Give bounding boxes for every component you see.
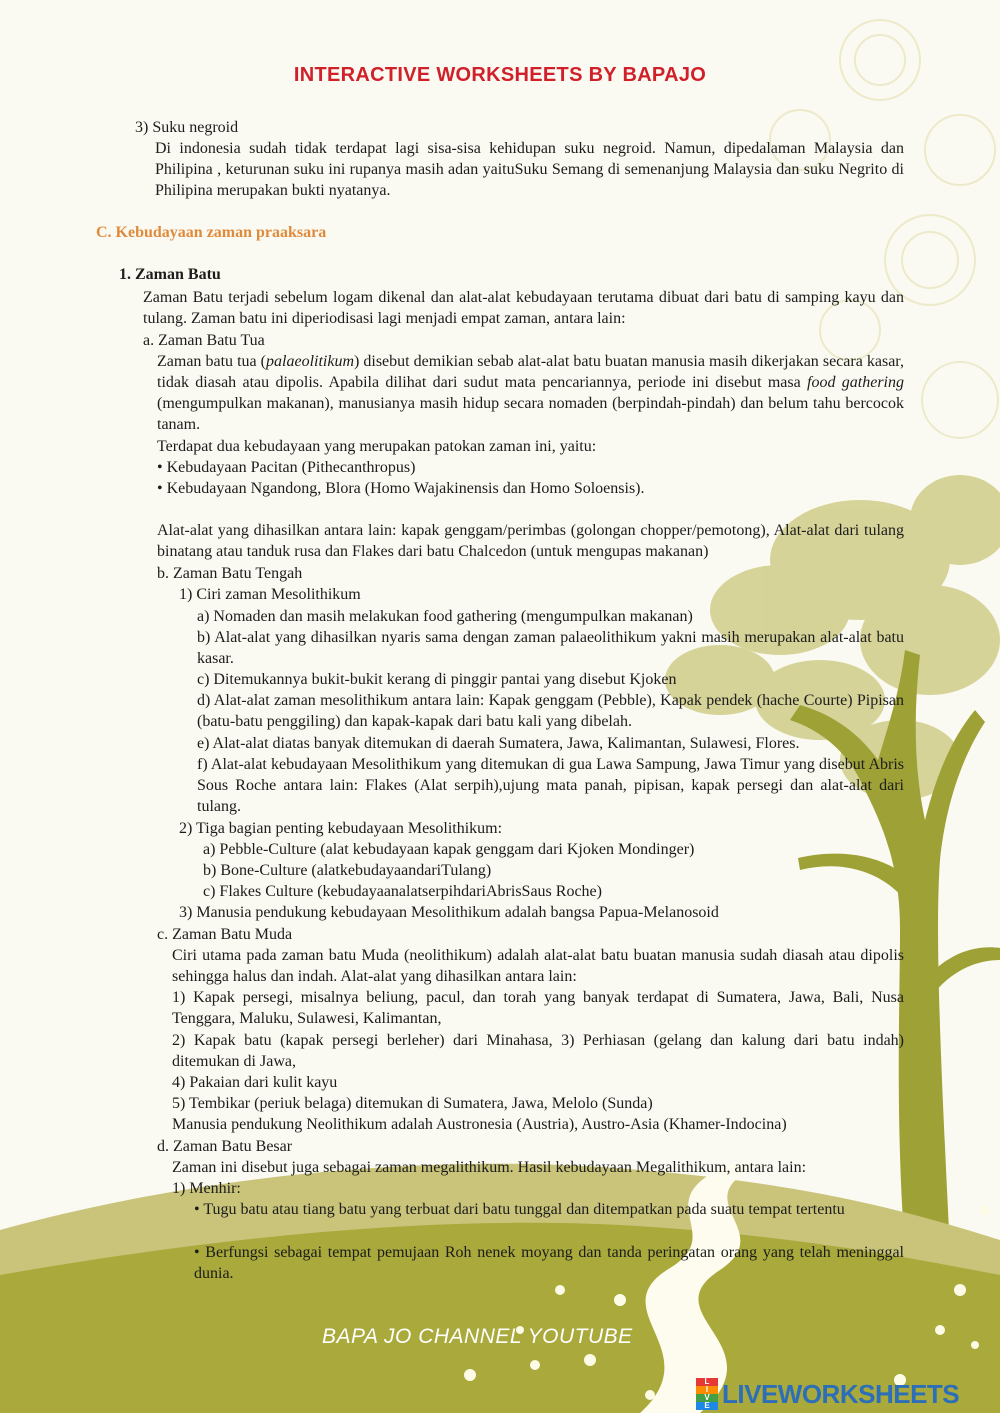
list-item: 1) Kapak persegi, misalnya beliung, pacul, dan torah yang banyak terdapat di Sumatera, Jawa, Bali, Nusa Tenggara, Maluku, Sulawesi, Kalimantan, <box>172 989 904 1027</box>
list-item: • Kebudayaan Ngandong, Blora (Homo Wajakinensis dan Homo Soloensis). <box>157 480 645 497</box>
liveworksheets-logo[interactable] <box>696 1377 959 1411</box>
suku-negroid-heading: 3) Suku negroid <box>135 119 239 136</box>
list-item: f) Alat-alat kebudayaan Mesolithikum yang ditemukan di gua Lawa Sampung, Jawa Timur yang disebut Abris Sous Roche antara lain: Flakes (Alat serpih),ujung mata panah, pipisan, kapak persegi dan alat-alat dari tulang. <box>197 756 904 815</box>
channel-footer: BAPA JO CHANNEL YOUTUBE <box>322 1325 633 1348</box>
alat-alat-paragraph: Alat-alat yang dihasilkan antara lain: kapak genggam/perimbas (golongan chopper/pemotong), Alat-alat dari tulang binatang atau tanduk rusa dan Flakes dari batu Chalcedon (untuk mengupas makanan) <box>157 522 904 560</box>
zaman-batu-muda-heading: c. Zaman Batu Muda <box>157 926 293 943</box>
zaman-batu-besar-paragraph: Zaman ini disebut juga sebagai zaman megalithikum. Hasil kebudayaan Megalithikum, antara lain: <box>172 1159 807 1176</box>
list-item: e) Alat-alat diatas banyak ditemukan di daerah Sumatera, Jawa, Kalimantan, Sulawesi, Flores. <box>197 735 800 752</box>
logo-text: LIVEWORKSHEETS <box>722 1378 960 1409</box>
suku-negroid-paragraph: Di indonesia sudah tidak terdapat lagi sisa-sisa kehidupan suku negroid. Namun, dipedalaman Malaysia dan Philipina , keturunan suku ini rupanya masih adan yaituSuku Semang di semenanjung Malaysia dan suku Negrito di Philipina merupakan bukti nyatanya. <box>155 140 904 199</box>
zaman-batu-tua-heading: a. Zaman Batu Tua <box>143 332 265 349</box>
list-item: c) Flakes Culture (kebudayaanalatserpihdariAbrisSaus Roche) <box>203 883 602 900</box>
list-item: b) Alat-alat yang dihasilkan nyaris sama dengan zaman palaeolithikum yakni masih merupakan alat-alat batu kasar. <box>197 629 904 667</box>
manusia-pendukung-mesolithikum: 3) Manusia pendukung kebudayaan Mesolithikum adalah bangsa Papua-Melanosoid <box>179 904 719 921</box>
list-item: 2) Kapak batu (kapak persegi berleher) dari Minahasa, 3) Perhiasan (gelang dan kalung dari batu indah) ditemukan di Jawa, <box>172 1032 904 1070</box>
list-item: a) Pebble-Culture (alat kebudayaan kapak genggam dari Kjoken Mondinger) <box>203 841 695 858</box>
section-heading: C. Kebudayaan zaman praaksara <box>96 224 327 241</box>
list-item: 4) Pakaian dari kulit kayu <box>172 1074 338 1091</box>
zaman-batu-tengah-heading: b. Zaman Batu Tengah <box>157 565 303 582</box>
list-item: c) Ditemukannya bukit-bukit kerang di pinggir pantai yang disebut Kjoken <box>197 671 677 688</box>
logo-mark-icon: L I V E <box>696 1378 718 1410</box>
list-item: • Tugu batu atau tiang batu yang terbuat dari batu tunggal dan ditempatkan pada suatu tempat tertentu <box>194 1201 845 1218</box>
patokan-text: Terdapat dua kebudayaan yang merupakan patokan zaman ini, yaitu: <box>157 438 597 455</box>
ciri-mesolithikum-heading: 1) Ciri zaman Mesolithikum <box>179 586 361 603</box>
zaman-batu-intro: Zaman Batu terjadi sebelum logam dikenal dan alat-alat kebudayaan terutama dibuat dari batu di samping kayu dan tulang. Zaman batu ini diperiodisasi lagi menjadi empat zaman, antara lain: <box>143 289 904 327</box>
zaman-batu-besar-heading: d. Zaman Batu Besar <box>157 1138 293 1155</box>
list-item: 5) Tembikar (periuk belaga) ditemukan di Sumatera, Jawa, Melolo (Sunda) <box>172 1095 653 1112</box>
menhir-heading: 1) Menhir: <box>172 1180 241 1197</box>
worksheet-title: INTERACTIVE WORKSHEETS BY BAPAJO <box>293 64 707 86</box>
manusia-pendukung-neolithikum: Manusia pendukung Neolithikum adalah Austronesia (Austria), Austro-Asia (Khamer-Indocina) <box>172 1116 787 1133</box>
list-item: d) Alat-alat zaman mesolithikum antara lain: Kapak genggam (Pebble), Kapak pendek (hache Courte) Pipisan (batu-batu penggiling) dan kapak-kapak dari batu kali yang dibelah. <box>197 692 904 730</box>
list-item: • Berfungsi sebagai tempat pemujaan Roh nenek moyang dan tanda peringatan orang yang telah meninggal dunia. <box>194 1244 904 1282</box>
zaman-batu-tua-paragraph: Zaman batu tua (palaeolitikum) disebut demikian sebab alat-alat batu buatan manusia masih dikerjakan secara kasar, tidak diasah atau dipolis. Apabila dilihat dari sudut mata pencariannya, periode ini disebut masa food gathering (mengumpulkan makanan), manusianya masih hidup secara nomaden (berpindah-pindah) dan belum tahu bercocok tanam. <box>157 353 904 433</box>
list-item: a) Nomaden dan masih melakukan food gathering (mengumpulkan makanan) <box>197 608 693 625</box>
zaman-batu-muda-paragraph: Ciri utama pada zaman batu Muda (neolithikum) adalah alat-alat batu buatan manusia sudah diasah atau dipolis sehingga halus dan indah. Alat-alat yang dihasilkan antara lain: <box>172 947 904 985</box>
list-item: b) Bone-Culture (alatkebudayaandariTulang) <box>203 862 492 879</box>
tiga-bagian-heading: 2) Tiga bagian penting kebudayaan Mesolithikum: <box>179 820 503 837</box>
zaman-batu-heading: 1. Zaman Batu <box>119 266 221 283</box>
list-item: • Kebudayaan Pacitan (Pithecanthropus) <box>157 459 416 476</box>
